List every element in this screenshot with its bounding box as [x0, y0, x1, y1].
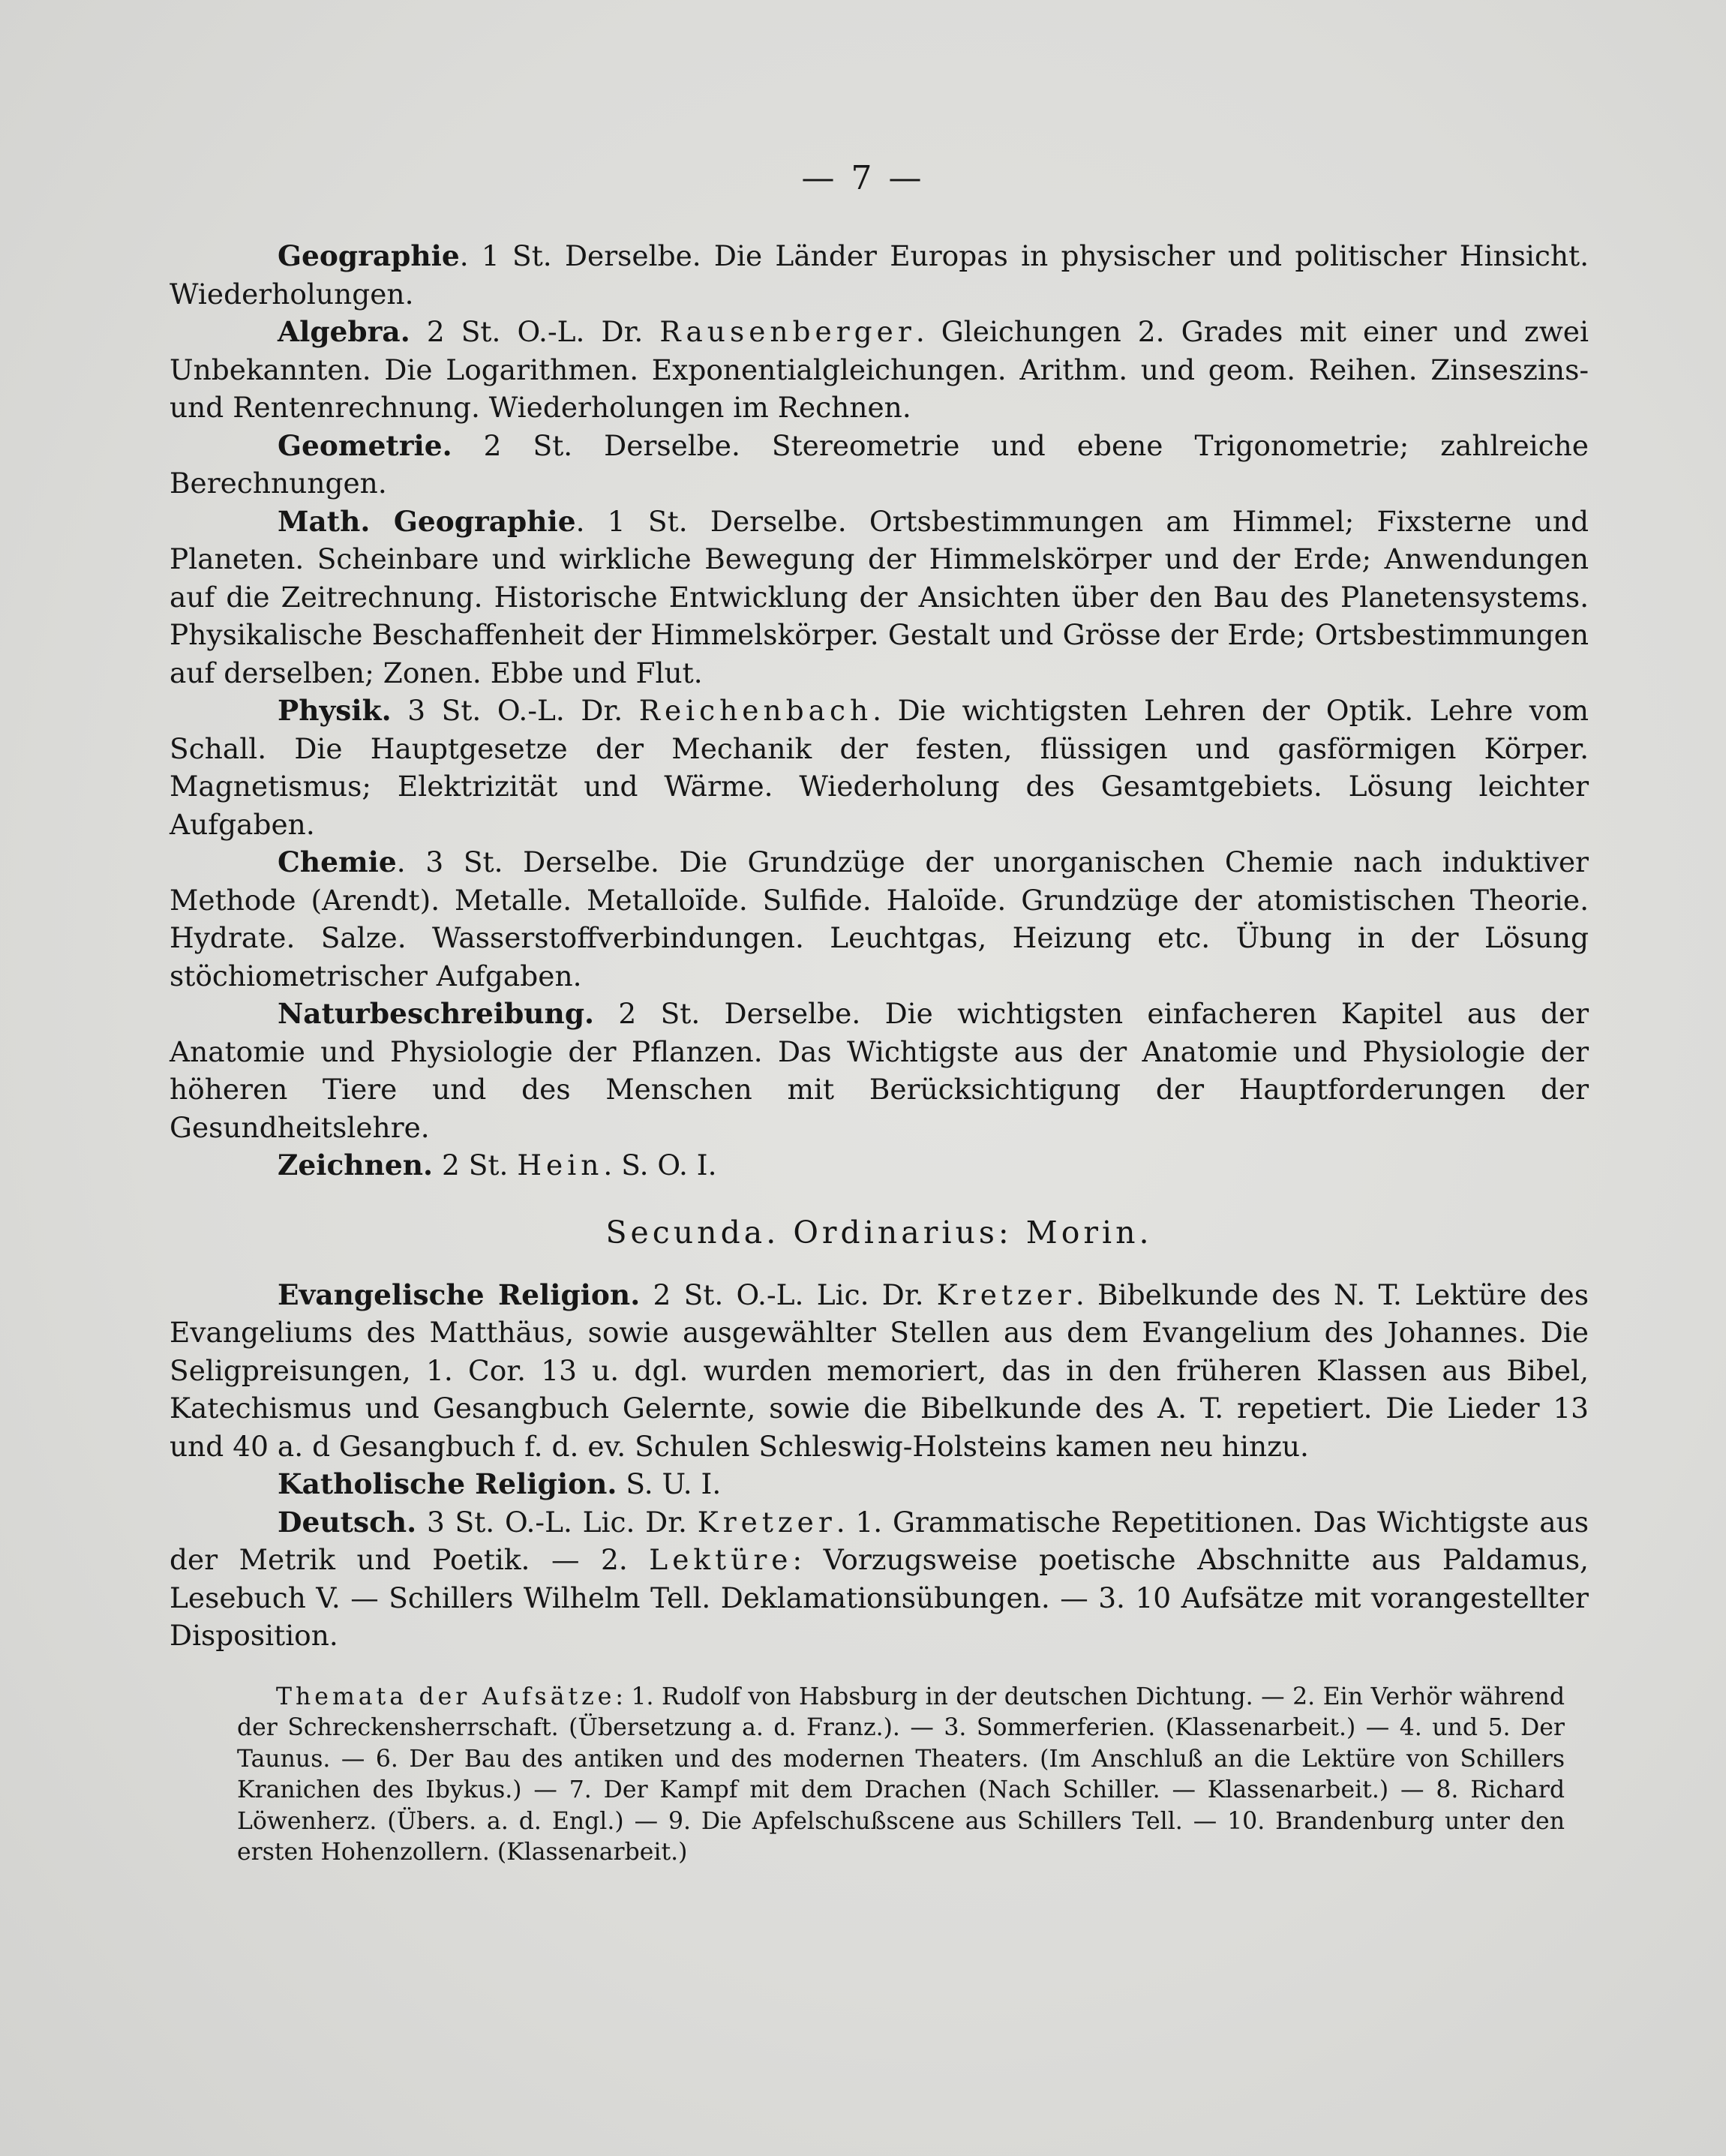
teacher-name: Kretzer	[936, 1278, 1076, 1311]
paragraph-text: . 3 St. Derselbe. Die Grundzüge der unorganischen Chemie nach induktiver Methode (Arendt). Metalle. Metalloïde. Sulfide. Haloïde. Grundzüge der atomistischen Theorie. Hydrate. Salze. Wasserstoffverbindungen. Leuchtgas, Heizung etc. Übung in der Lösung stöchiometrischer Aufgaben.	[170, 845, 1589, 992]
subject-heading: Naturbeschreibung.	[278, 997, 595, 1030]
spaced-term: Lektüre	[649, 1543, 793, 1576]
page-content	[170, 237, 1589, 1869]
subject-heading: Zeichnen.	[278, 1149, 434, 1182]
paragraph-evangelische-religion	[170, 1276, 1589, 1466]
teacher-name: Hein	[517, 1149, 604, 1182]
subject-heading: Physik.	[278, 694, 392, 727]
paragraph-math-geographie	[170, 503, 1589, 692]
paragraph-text: . Die wichtigsten Lehren der Optik. Lehre vom Schall. Die Hauptgesetze der Mechanik der festen, flüssigen und gasförmigen Körper. Magnetismus; Elektrizität und Wärme. Wiederholung des Gesamtgebiets. Lösung leichter Aufgaben.	[170, 694, 1589, 841]
subject-heading: Deutsch.	[278, 1505, 417, 1539]
themata-lead: Themata der Aufsätze	[276, 1683, 616, 1710]
paragraph-text: S. U. I.	[617, 1467, 722, 1500]
paragraph-zeichnen	[170, 1146, 1589, 1185]
paragraph-text: . Bibelkunde des N. T. Lektüre des Evangeliums des Matthäus, sowie ausgewählter Stellen aus dem Evangelium des Johannes. Die Seligpreisungen, 1. Cor. 13 u. dgl. wurden memoriert, das in den früheren Klassen aus Bibel, Katechismus und Gesangbuch Gelernte, sowie die Bibelkunde des A. T. repetiert. Die Lieder 13 und 40 a. d Gesangbuch f. d. ev. Schulen Schleswig-Holsteins kamen neu hinzu.	[170, 1278, 1589, 1463]
paragraph-text: . 1 St. Derselbe. Die Länder Europas in physischer und politischer Hinsicht. Wiederholungen.	[170, 239, 1589, 311]
subject-heading: Evangelische Religion.	[278, 1278, 641, 1311]
teacher-name: Reichenbach	[638, 694, 873, 727]
teacher-name: Kretzer	[697, 1505, 836, 1539]
paragraph-text: 2 St. O.-L. Dr.	[410, 315, 660, 348]
section-heading: Secunda. Ordinarius: Morin.	[605, 1214, 1153, 1251]
page-number: — 7 —	[801, 159, 925, 197]
subject-heading: Geometrie.	[278, 428, 452, 462]
paragraph-physik	[170, 692, 1589, 843]
paragraph-geometrie	[170, 427, 1589, 503]
paragraph-text: . 1 St. Derselbe. Ortsbestimmungen am Himmel; Fixsterne und Planeten. Scheinbare und wirkliche Bewegung der Himmelskörper und der Erde; Anwendungen auf die Zeitrechnung. Historische Entwicklung der Ansichten über den Bau des Planetensystems. Physikalische Beschaffenheit der Himmelskörper. Gestalt und Grösse der Erde; Ortsbestimmungen auf derselben; Zonen. Ebbe und Flut.	[170, 504, 1589, 689]
paragraph-text: . Gleichungen 2. Grades mit einer und zwei Unbekannten. Die Logarithmen. Exponentialgleichungen. Arithm. und geom. Reihen. Zinseszins- und Rentenrechnung. Wiederholungen im Rechnen.	[170, 315, 1589, 424]
paragraph-katholische-religion	[170, 1465, 1589, 1503]
paragraph-text: . 1. Grammatische Repetitionen. Das Wichtigste aus der Metrik und Poetik. — 2.	[170, 1505, 1589, 1576]
subject-heading: Algebra.	[278, 315, 410, 348]
paragraph-text: . S. O. I.	[603, 1149, 717, 1182]
teacher-name: Rausenberger	[659, 315, 916, 348]
paragraph-text: 2 St. Derselbe. Stereometrie und ebene Trigonometrie; zahlreiche Berechnungen.	[170, 428, 1589, 500]
paragraph-deutsch	[170, 1503, 1589, 1655]
paragraph-text: 3 St. O.-L. Lic. Dr.	[416, 1505, 698, 1539]
paragraph-geographie	[170, 237, 1589, 313]
paragraph-naturbeschreibung	[170, 995, 1589, 1146]
subject-heading: Chemie	[278, 845, 397, 878]
paragraph-chemie	[170, 843, 1589, 995]
paragraph-algebra	[170, 313, 1589, 427]
themata-text: : 1. Rudolf von Habsburg in der deutschen Dichtung. — 2. Ein Verhör während der Schreckensherrschaft. (Übersetzung a. d. Franz.). — 3. Sommerferien. (Klassenarbeit.) — 4. und 5. Der Taunus. — 6. Der Bau des antiken und des modernen Theaters. (Im Anschluß an die Lektüre von Schillers Kranichen des Ibykus.) — 7. Der Kampf mit dem Drachen (Nach Schiller. — Klassenarbeit.) — 8. Richard Löwenherz. (Übers. a. d. Engl.) — 9. Die Apfelschußscene aus Schillers Tell. — 10. Brandenburg unter den ersten Hohenzollern. (Klassenarbeit.)	[237, 1683, 1565, 1866]
paragraph-text: 3 St. O.-L. Dr.	[391, 694, 639, 727]
subject-heading: Katholische Religion.	[278, 1467, 617, 1500]
paragraph-text: 2 St. O.-L. Lic. Dr.	[640, 1278, 937, 1311]
paragraph-text: 2 St. Derselbe. Die wichtigsten einfacheren Kapitel aus der Anatomie und Physiologie der Pflanzen. Das Wichtigste aus der Anatomie und Physiologie der höheren Tiere und des Menschen mit Berücksichtigung der Hauptforderungen der Gesundheitslehre.	[170, 997, 1589, 1144]
paragraph-text: : Vorzugsweise poetische Abschnitte aus Paldamus, Lesebuch V. — Schillers Wilhelm Tell. Deklamationsübungen. — 3. 10 Aufsätze mit vorangestellter Disposition.	[170, 1543, 1589, 1652]
themata-notes	[237, 1682, 1565, 1869]
paragraph-text: 2 St.	[433, 1149, 518, 1182]
subject-heading: Math. Geographie	[278, 504, 576, 538]
subject-heading: Geographie	[278, 239, 460, 272]
